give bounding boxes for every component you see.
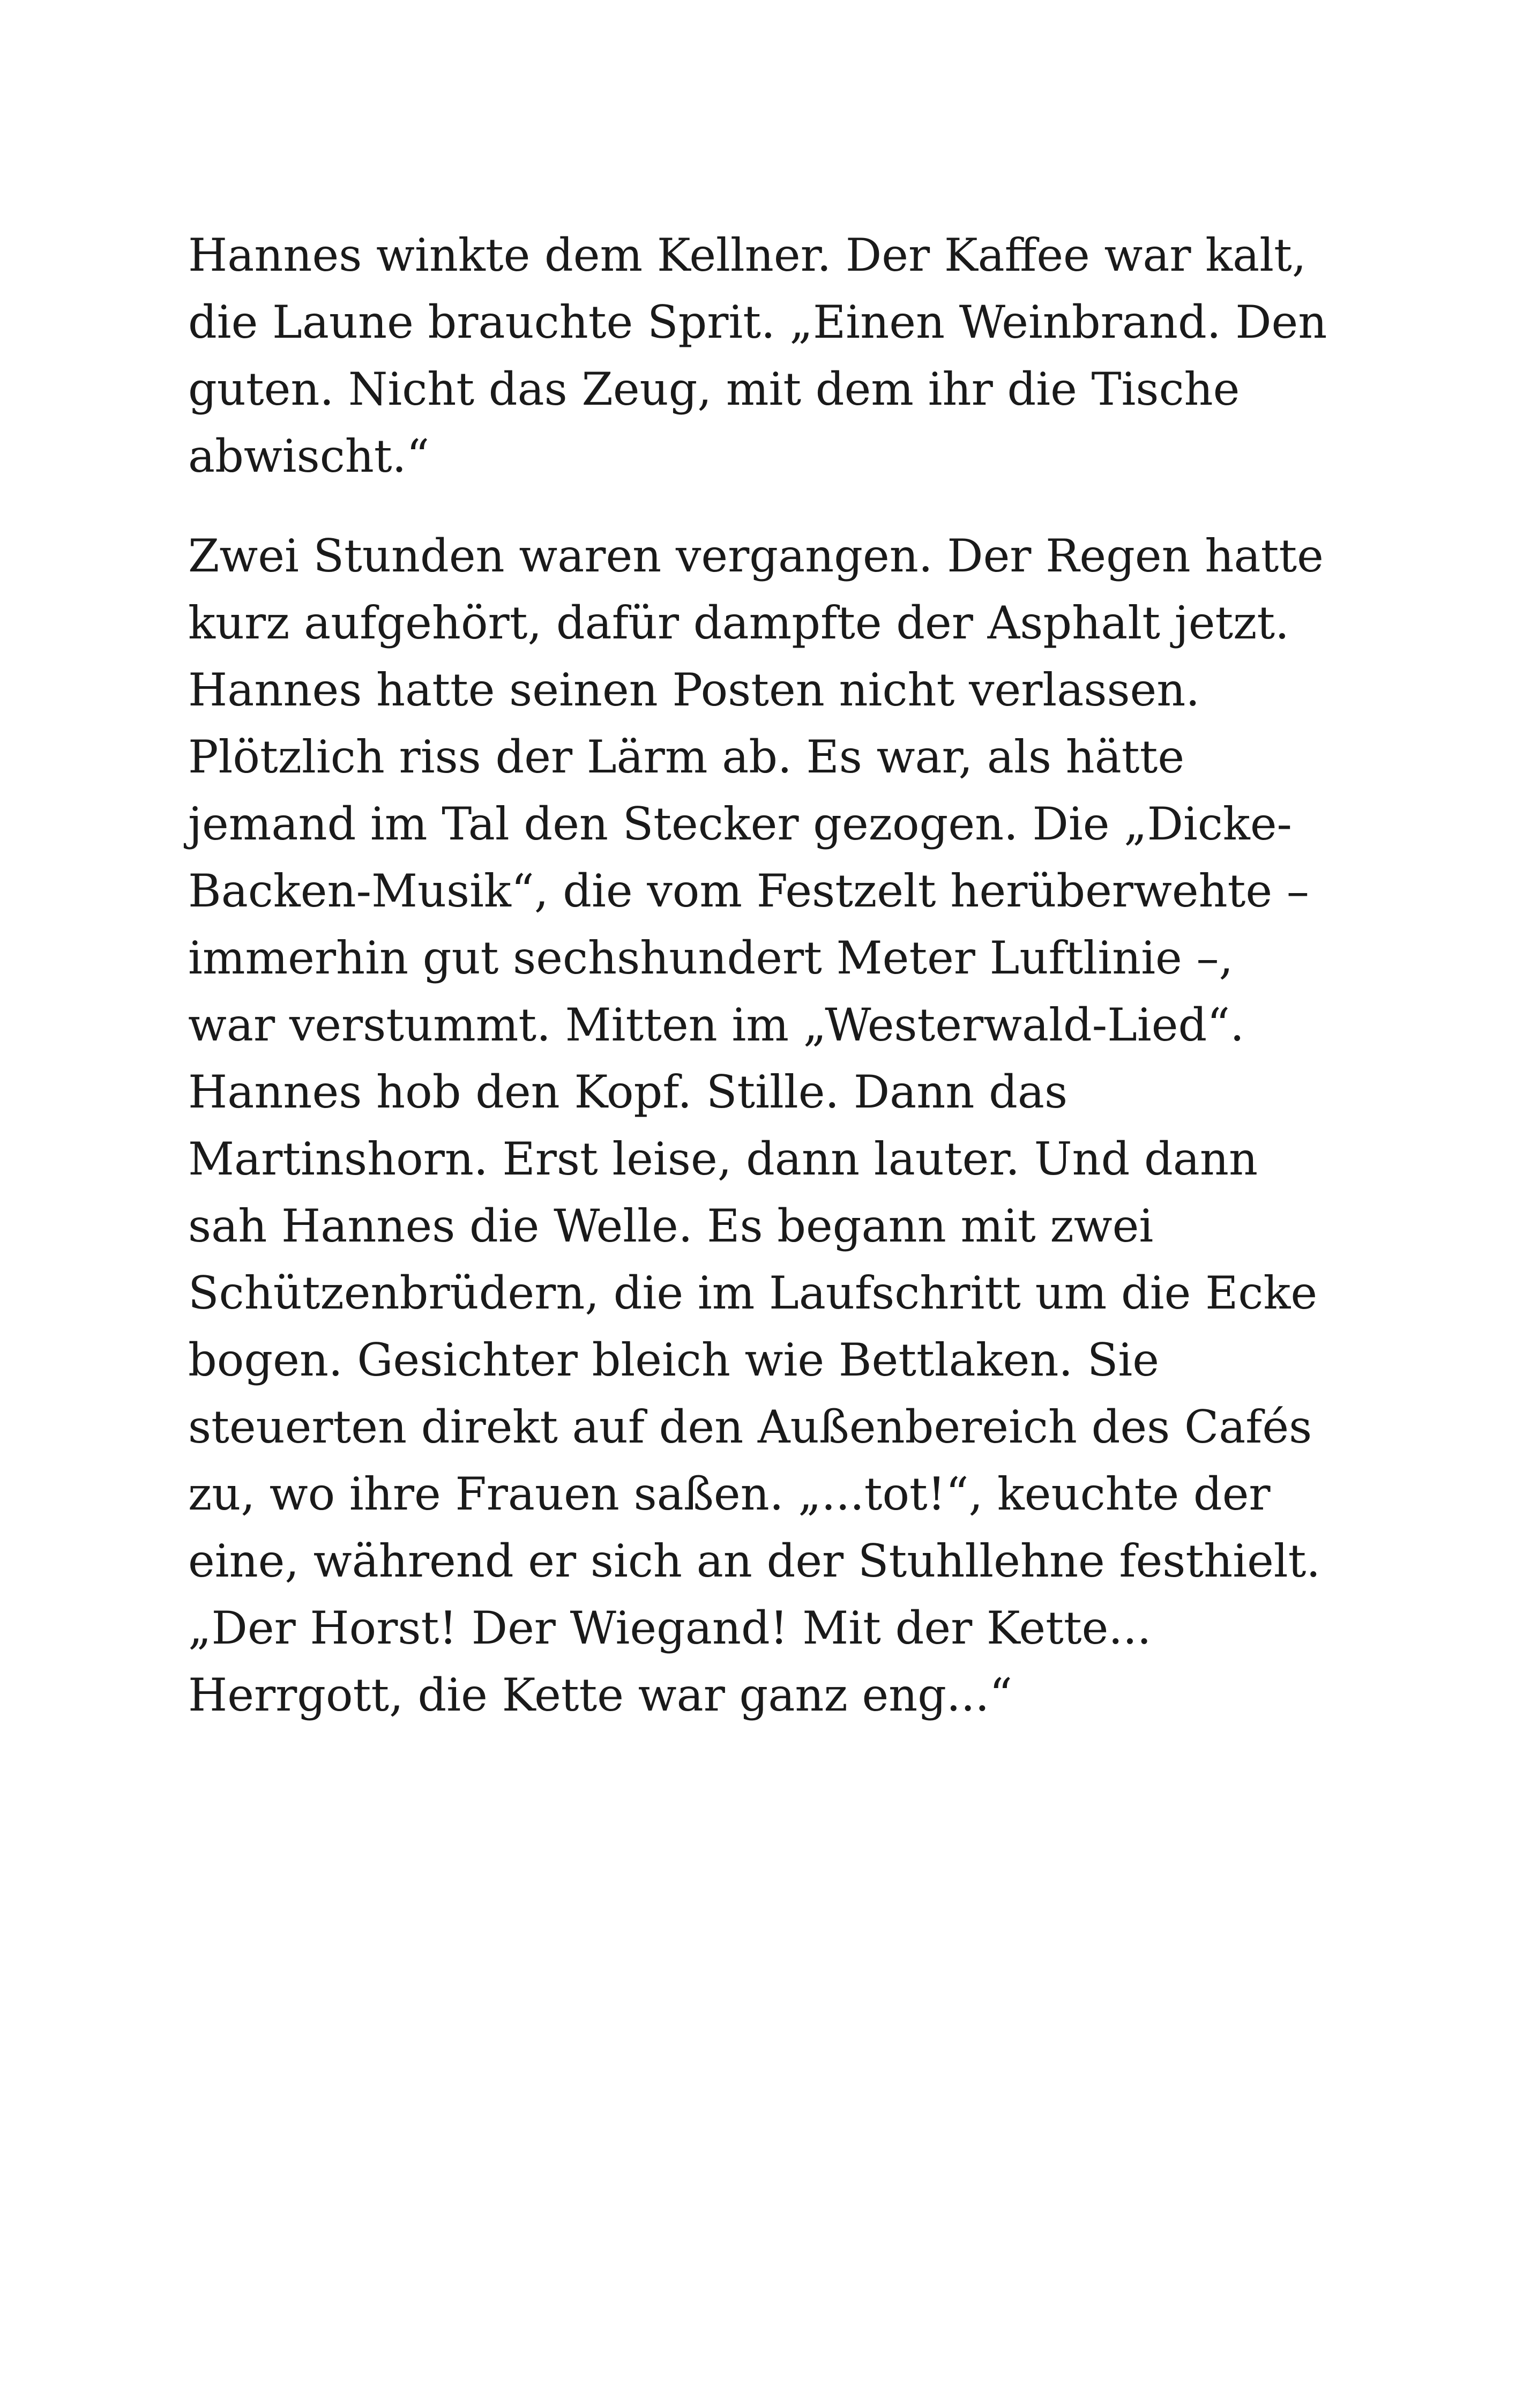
text-line: „Der Horst! Der Wiegand! Mit der Kette... [188,1602,1152,1654]
text-line: steuerten direkt auf den Außenbereich des Cafés [188,1401,1312,1453]
paragraph-1 [188,222,1327,490]
text-line: Schützenbrüdern, die im Laufschritt um die Ecke [188,1267,1318,1319]
text-line: Zwei Stunden waren vergangen. Der Regen hatte [188,530,1324,582]
text-line: Hannes hatte seinen Posten nicht verlassen. [188,664,1200,716]
text-line: immerhin gut sechshundert Meter Luftlinie –, [188,932,1234,984]
text-line: Hannes winkte dem Kellner. Der Kaffee war kalt, [188,229,1307,281]
text-line: Martinshorn. Erst leise, dann lauter. Und dann [188,1133,1258,1185]
text-line: Plötzlich riss der Lärm ab. Es war, als hätte [188,731,1185,783]
text-line: sah Hannes die Welle. Es begann mit zwei [188,1200,1154,1252]
text-line: war verstummt. Mitten im „Westerwald-Lied“. [188,999,1244,1051]
text-line: Hannes hob den Kopf. Stille. Dann das [188,1066,1068,1118]
text-line: Herrgott, die Kette war ganz eng...“ [188,1669,1013,1721]
text-line: eine, während er sich an der Stuhllehne festhielt. [188,1535,1321,1587]
text-line: die Laune brauchte Sprit. „Einen Weinbrand. Den [188,296,1327,348]
text-line: zu, wo ihre Frauen saßen. „...tot!“, keuchte der [188,1468,1271,1520]
body-text [188,222,1327,1729]
text-line: Backen-Musik“, die vom Festzelt herüberwehte – [188,865,1309,917]
text-line: abwischt.“ [188,430,430,482]
text-line: jemand im Tal den Stecker gezogen. Die „Dicke- [188,798,1292,850]
paragraph-2 [188,523,1324,1729]
text-line: guten. Nicht das Zeug, mit dem ihr die Tische [188,363,1240,415]
text-line: bogen. Gesichter bleich wie Bettlaken. Sie [188,1334,1159,1386]
text-line: kurz aufgehört, dafür dampfte der Asphalt jetzt. [188,597,1289,649]
